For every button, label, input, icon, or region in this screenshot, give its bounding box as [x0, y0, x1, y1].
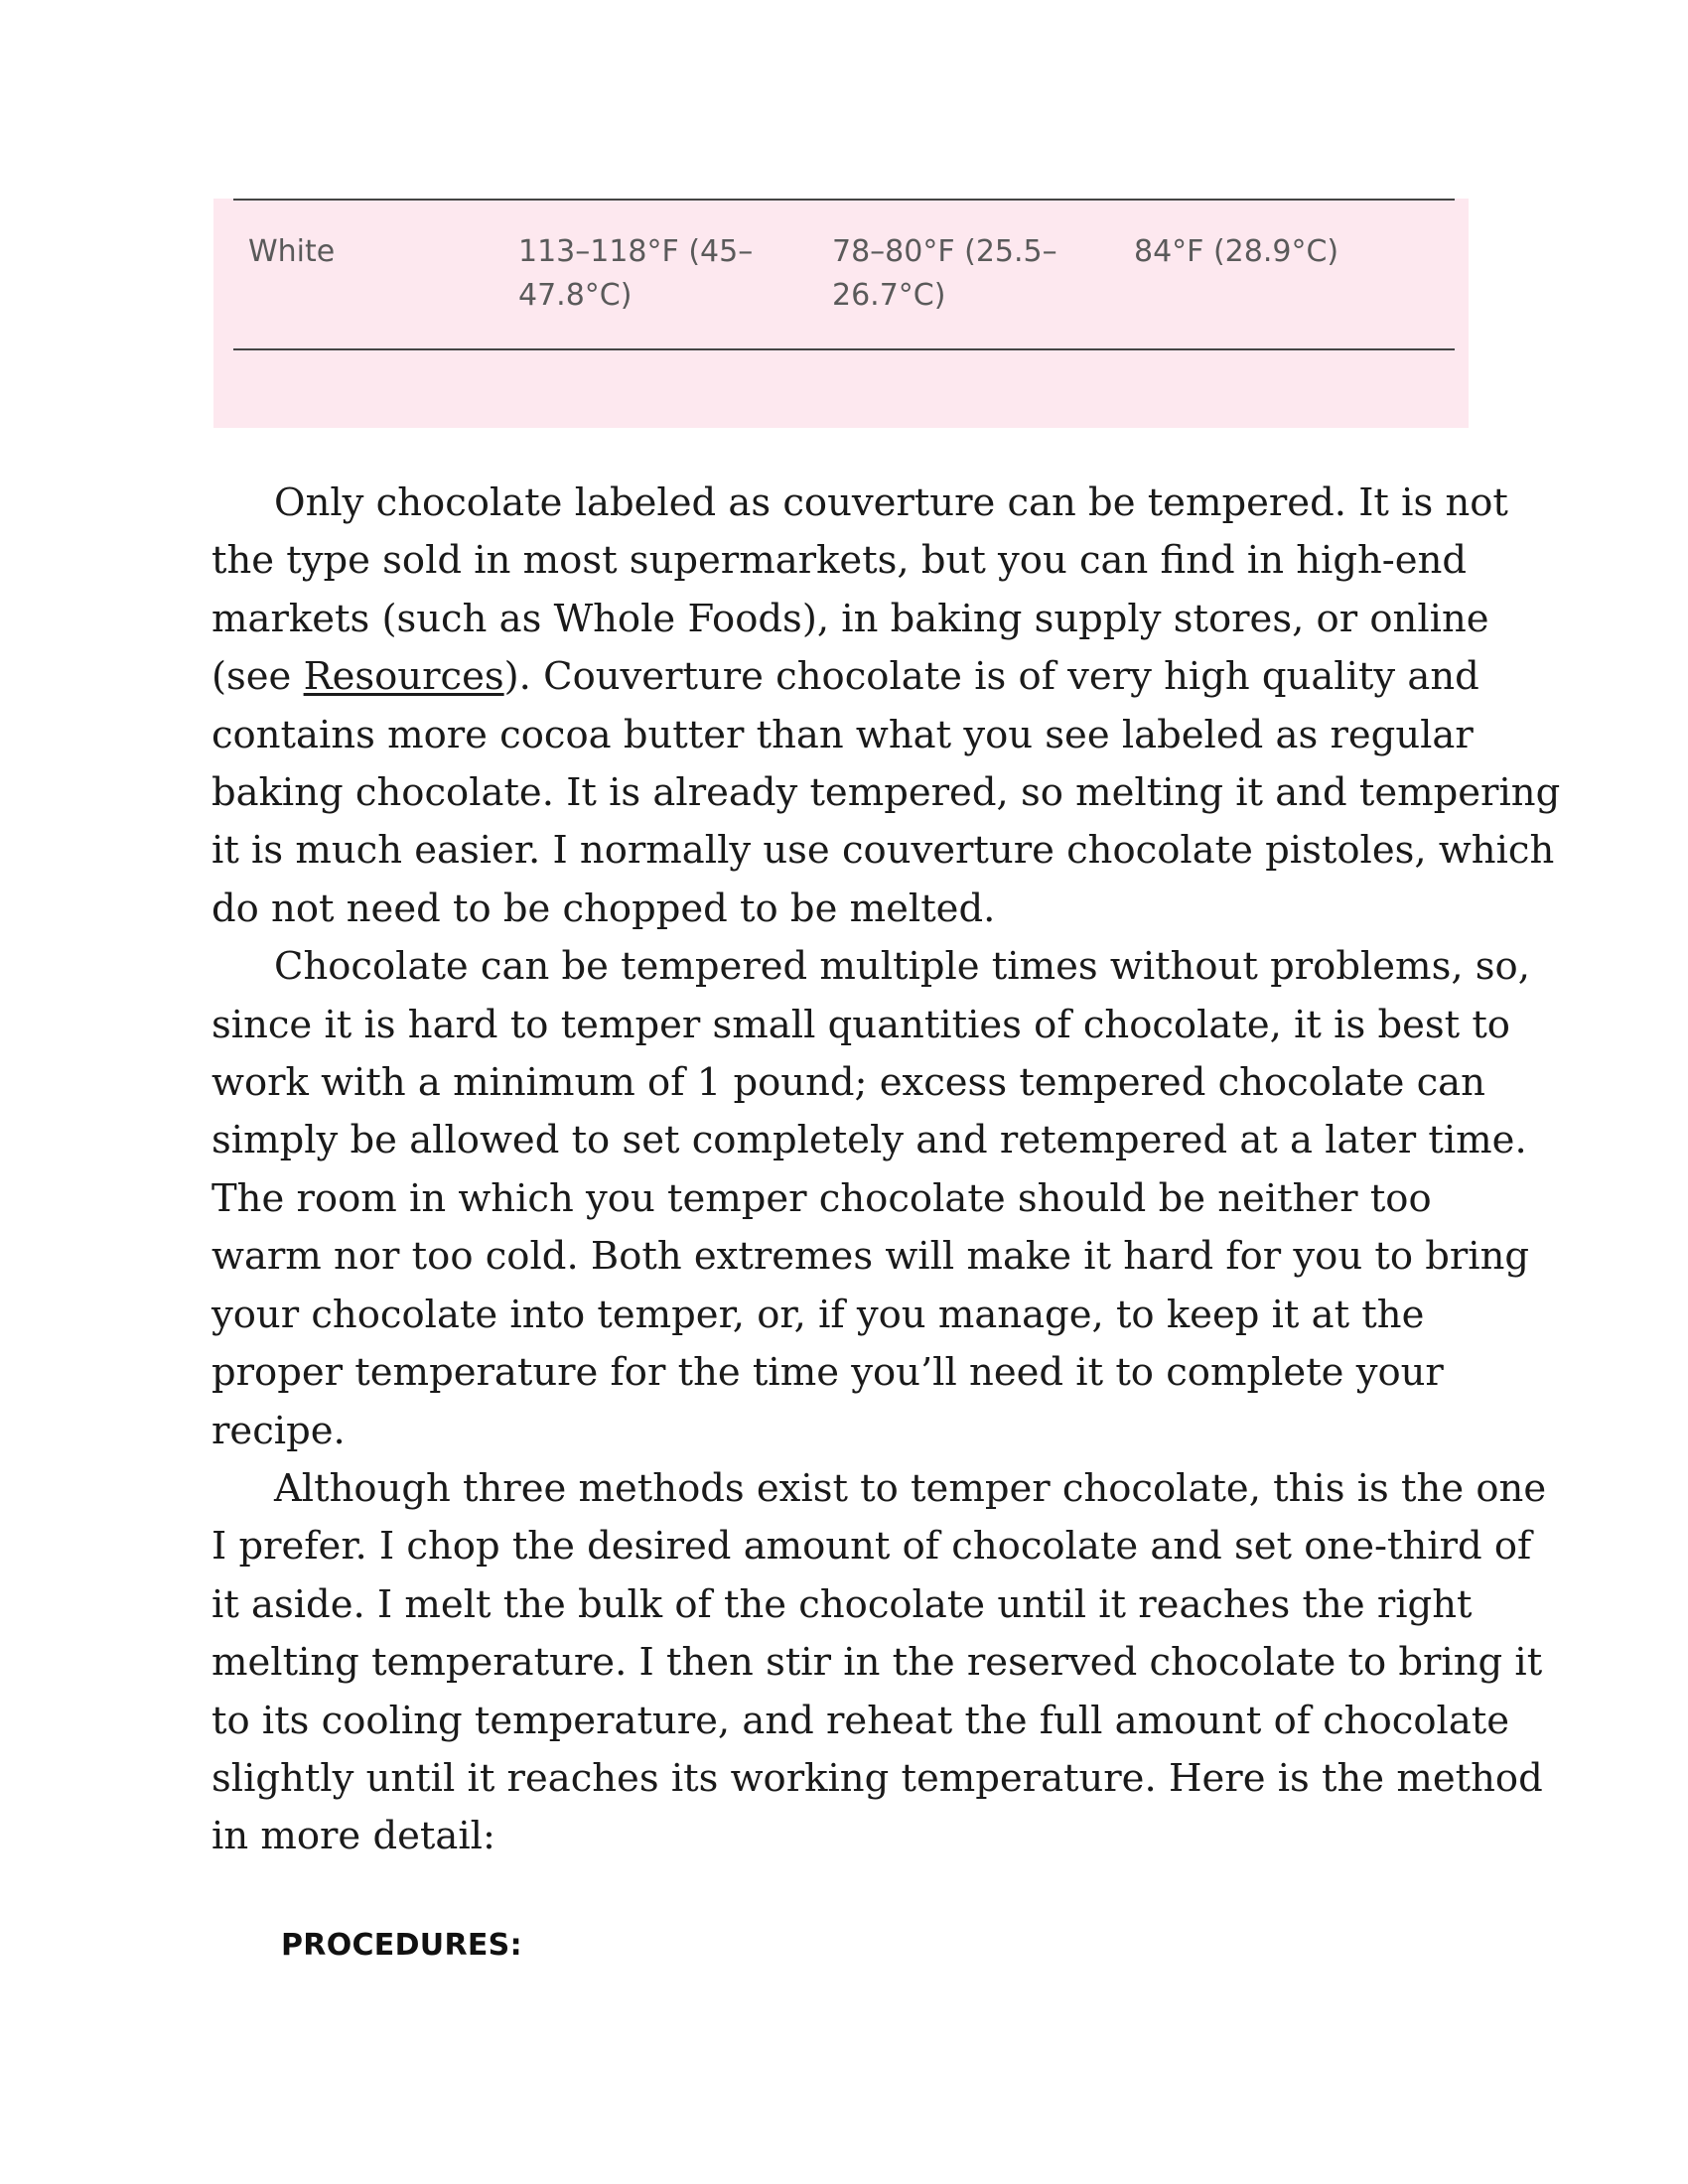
table-top-rule	[233, 199, 1455, 201]
text-line: The room in which you temper chocolate should be neither too	[211, 1175, 1432, 1221]
text-line: your chocolate into temper, or, if you manage, to keep it at the	[211, 1292, 1425, 1337]
text-line: it is much easier. I normally use couverture chocolate pistoles, which	[211, 828, 1555, 874]
text-line: simply be allowed to set completely and retempered at a later time.	[211, 1118, 1527, 1163]
cooling-temperature-line: 78–80°F (25.5–	[832, 234, 1057, 269]
text-line: in more detail:	[211, 1814, 495, 1859]
text-line: contains more cocoa butter than what you see labeled as regular	[211, 712, 1474, 757]
text-line: do not need to be chopped to be melted.	[211, 886, 996, 931]
melting-temperature-line: 113–118°F (45–	[518, 234, 754, 269]
text-fragment: ). Couverture chocolate is of very high quality and	[503, 654, 1479, 700]
text-fragment: (see	[211, 654, 304, 700]
melting-temperature-line: 47.8°C)	[518, 278, 633, 313]
paragraph-couverture	[211, 475, 1561, 938]
cooling-temperature-cell	[832, 230, 1090, 318]
resources-link[interactable]: Resources	[303, 654, 504, 700]
text-line: work with a minimum of 1 pound; excess tempered chocolate can	[211, 1060, 1485, 1106]
text-line: Although three methods exist to temper chocolate, this is the one	[274, 1465, 1547, 1511]
text-line: recipe.	[211, 1408, 346, 1453]
tempering-temperature-table	[213, 199, 1469, 428]
procedures-heading: PROCEDURES:	[281, 1928, 522, 1963]
text-line: Chocolate can be tempered multiple times without problems, so,	[274, 944, 1530, 990]
text-line: since it is hard to temper small quantities of chocolate, it is best to	[211, 1002, 1510, 1047]
paragraph-multiple-tempering	[211, 938, 1530, 1460]
table-bottom-rule	[233, 348, 1455, 350]
text-line: melting temperature. I then stir in the reserved chocolate to bring it	[211, 1640, 1543, 1686]
melting-temperature-cell	[518, 230, 776, 318]
text-line: baking chocolate. It is already tempered, so melting it and tempering	[211, 770, 1561, 816]
paragraph-tempering-method	[211, 1460, 1547, 1866]
text-line: to its cooling temperature, and reheat the full amount of chocolate	[211, 1698, 1510, 1743]
text-line: Only chocolate labeled as couverture can be tempered. It is not	[274, 480, 1508, 525]
working-temperature-cell: 84°F (28.9°C)	[1134, 234, 1339, 269]
body-text	[211, 475, 1561, 1866]
cooling-temperature-line: 26.7°C)	[832, 278, 946, 313]
text-line: proper temperature for the time you’ll need it to complete your	[211, 1350, 1444, 1396]
text-line: slightly until it reaches its working temperature. Here is the method	[211, 1755, 1543, 1801]
text-line: markets (such as Whole Foods), in baking supply stores, or online	[211, 596, 1489, 641]
text-line-with-link	[211, 648, 1482, 706]
text-line: warm nor too cold. Both extremes will make it hard for you to bring	[211, 1234, 1530, 1280]
text-line: the type sold in most supermarkets, but you can find in high-end	[211, 538, 1468, 584]
text-line: I prefer. I chop the desired amount of chocolate and set one-third of	[211, 1524, 1532, 1570]
chocolate-type-cell: White	[248, 234, 336, 269]
text-line: it aside. I melt the bulk of the chocolate until it reaches the right	[211, 1581, 1473, 1627]
